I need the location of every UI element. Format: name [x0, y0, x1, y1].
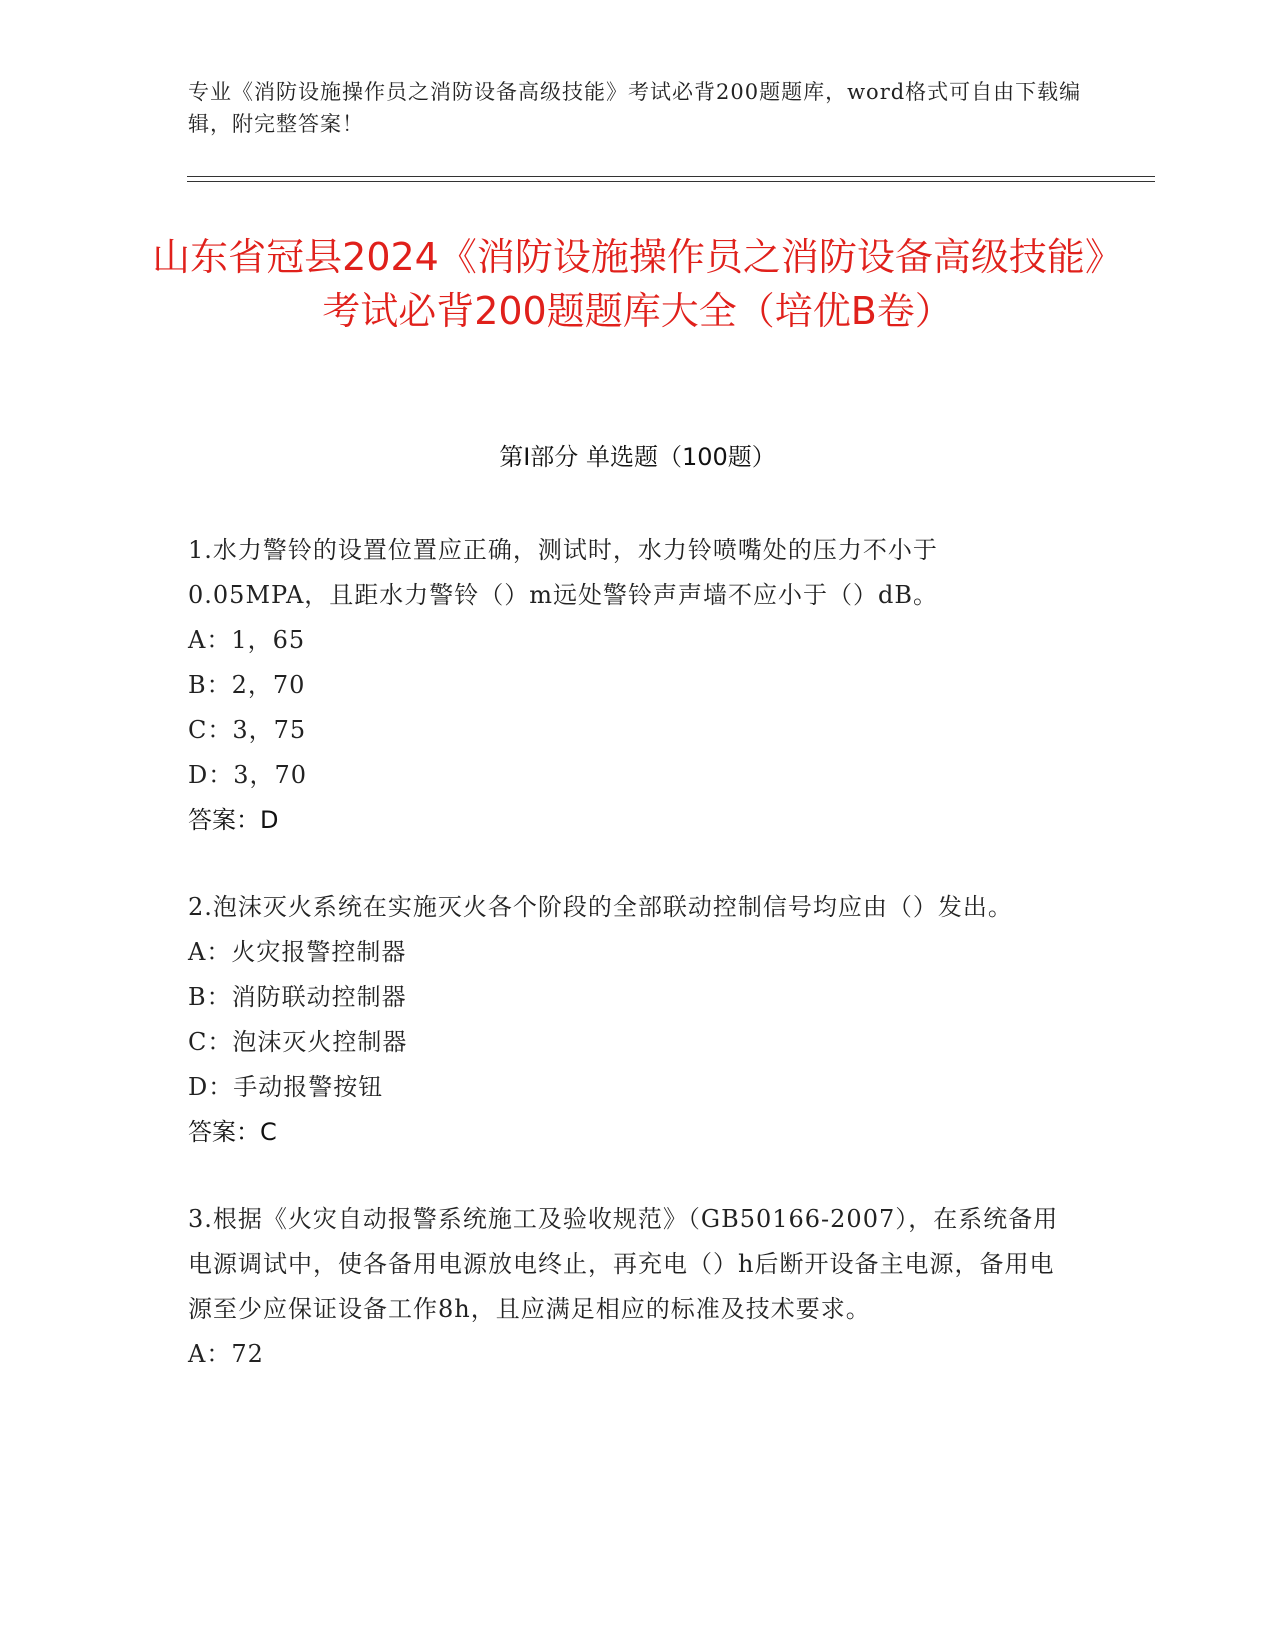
option-a: A：火灾报警控制器	[188, 938, 407, 966]
option-a: A：72	[188, 1340, 264, 1368]
question-2	[188, 885, 1078, 1155]
option-c: C：泡沫灭火控制器	[188, 1028, 408, 1056]
header-note: 专业《消防设施操作员之消防设备高级技能》考试必背200题题库，word格式可自由下载编辑，附完整答案！	[188, 80, 1082, 136]
answer: 答案：D	[188, 806, 279, 834]
question-list	[188, 528, 1078, 1419]
question-stem: 3.根据《火灾自动报警系统施工及验收规范》（GB50166-2007），在系统备用电源调试中，使各备用电源放电终止，再充电（）h后断开设备主电源，备用电源至少应保证设备工作8h，且应满足相应的标准及技术要求。	[188, 1205, 1059, 1323]
answer: 答案：C	[188, 1118, 277, 1146]
question-stem: 2.泡沫灭火系统在实施灭火各个阶段的全部联动控制信号均应由（）发出。	[188, 893, 1013, 921]
document-title: 山东省冠县2024《消防设施操作员之消防设备高级技能》考试必背200题题库大全（培优B卷）	[152, 235, 1123, 333]
header-divider-bottom	[187, 181, 1155, 182]
option-a: A：1，65	[188, 626, 306, 654]
question-1	[188, 528, 1078, 843]
option-d: D：3，70	[188, 761, 308, 789]
question-stem: 1.水力警铃的设置位置应正确，测试时，水力铃喷嘴处的压力不小于0.05MPA，且距水力警铃（）m远处警铃声声墙不应小于（）dB。	[188, 536, 939, 609]
option-b: B：2，70	[188, 671, 306, 699]
option-c: C：3，75	[188, 716, 307, 744]
question-3	[188, 1197, 1078, 1377]
header-divider-top	[187, 176, 1155, 177]
section-title: 第Ⅰ部分 单选题（100题）	[499, 443, 776, 471]
option-d: D：手动报警按钮	[188, 1073, 384, 1101]
option-b: B：消防联动控制器	[188, 983, 407, 1011]
